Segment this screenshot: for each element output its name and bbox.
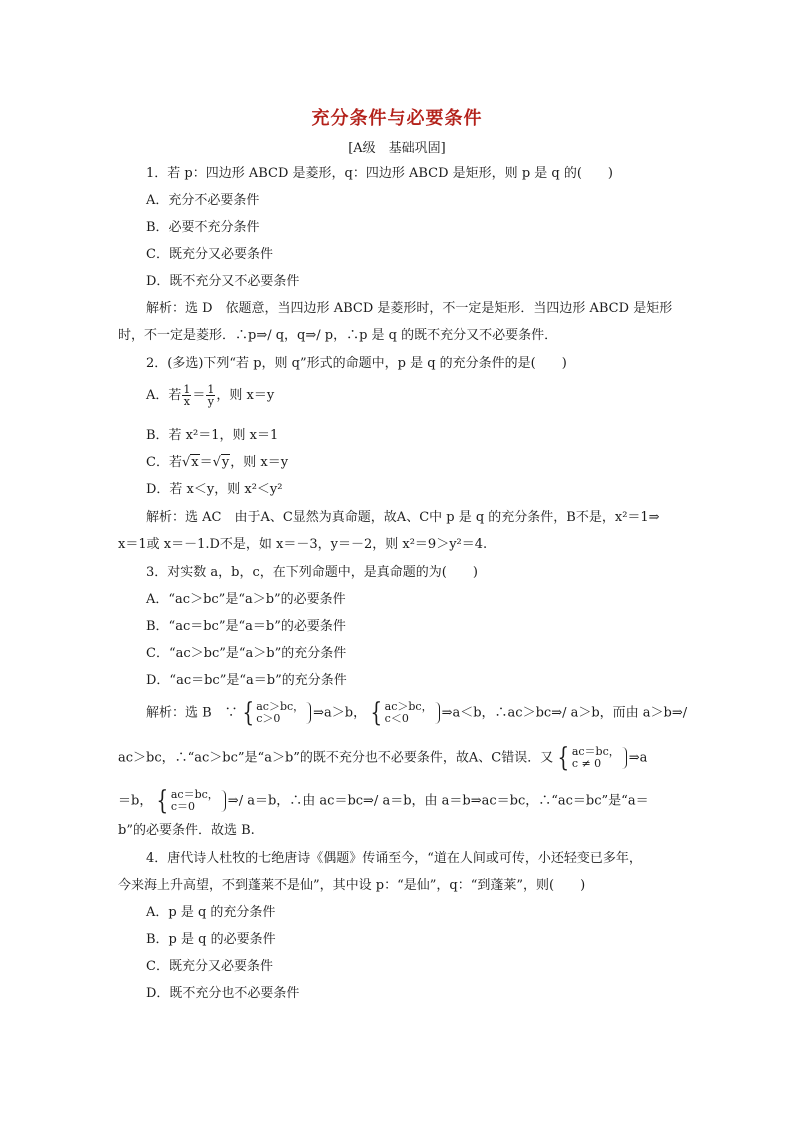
q3-option-c: C．“ac＞bc”是“a＞b”的充分条件 — [146, 646, 347, 661]
q1-analysis-line2: 时，不一定是菱形．∴p⇒/ q，q⇒/ p，∴p 是 q 的既不充分又不必要条件． — [118, 328, 558, 343]
q2-option-a-suffix: ，则 x＝y — [216, 388, 275, 403]
fraction-1-over-y — [206, 384, 215, 407]
q2-option-d: D．若 x＜y，则 x²＜y² — [146, 482, 283, 497]
q3-analysis-line1 — [146, 700, 688, 726]
system-row: c ≠ 0 — [571, 757, 602, 770]
system-row: ac＝bc， — [170, 788, 219, 801]
q3-analysis-line3 — [118, 788, 688, 814]
q1-option-b: B．必要不充分条件 — [146, 220, 260, 235]
equation-system-3: { ac＝bc， c ≠ 0 — [555, 745, 626, 771]
q3-analysis-line3-text: ⇒/ a＝b，∴由 ac＝bc⇒/ a＝b，由 a＝b⇒ac＝bc，∴“ac＝bc”是“a＝ — [227, 793, 649, 809]
page-title: 充分条件与必要条件 — [311, 108, 483, 129]
fraction-1-over-x — [182, 384, 191, 407]
q3-analysis-mid: ⇒a＞b， — [313, 705, 367, 721]
q3-option-b: B．“ac＝bc”是“a＝b”的必要条件 — [146, 619, 346, 634]
q1-option-d: D．既不充分又不必要条件 — [146, 274, 300, 289]
fraction-numerator: 1 — [207, 383, 215, 396]
equals-sign: ＝ — [192, 388, 206, 403]
q3-analysis-line3-start: ＝b， — [118, 793, 153, 809]
q4-option-d: D．既不充分也不必要条件 — [146, 986, 300, 1001]
equation-system-1: { ac＞bc， c＞0 — [240, 700, 311, 726]
sqrt-x: x — [191, 455, 199, 470]
q4-option-a: A．p 是 q 的充分条件 — [146, 905, 276, 920]
q1-option-c: C．既充分又必要条件 — [146, 247, 273, 262]
system-row: ac＝bc， — [571, 745, 620, 758]
q3-option-a: A．“ac＞bc”是“a＞b”的必要条件 — [146, 592, 346, 607]
q3-analysis-line4: b”的必要条件．故选 B. — [118, 823, 255, 838]
q3-analysis-line2-end: ⇒a — [628, 750, 648, 766]
q3-stem: 3．对实数 a，b，c，在下列命题中，是真命题的为( ) — [146, 565, 478, 580]
q2-option-c-suffix: ，则 x＝y — [230, 455, 289, 470]
fraction-denominator: x — [183, 395, 190, 408]
q1-option-a: A．充分不必要条件 — [146, 193, 260, 208]
system-row: c＝0 — [170, 800, 196, 813]
q4-option-c: C．既充分又必要条件 — [146, 959, 273, 974]
q2-analysis-line2: x＝1或 x＝－1.D不是，如 x＝－3，y＝－2，则 x²＝9＞y²＝4. — [118, 537, 488, 552]
system-row: c＜0 — [384, 712, 409, 725]
q2-option-c-prefix: C．若 — [146, 455, 182, 470]
q2-option-c: C．若√x＝√y，则 x＝y — [146, 455, 289, 470]
system-row: ac＞bc， — [256, 700, 305, 713]
q3-analysis-line2 — [118, 745, 688, 771]
equation-system-4: { ac＝bc， c＝0 — [154, 788, 225, 814]
fraction-numerator: 1 — [183, 383, 191, 396]
q2-option-a-prefix: A．若 — [146, 388, 182, 403]
q4-stem-line1: 4．唐代诗人杜牧的七绝唐诗《偶题》传诵至今，“道在人间或可传，小还轻变已多年， — [146, 851, 642, 866]
system-row: c＞0 — [256, 712, 281, 725]
q3-option-d: D．“ac＝bc”是“a＝b”的充分条件 — [146, 673, 347, 688]
q2-analysis-line1: 解析：选 AC 由于A、C显然为真命题，故A、C中 p 是 q 的充分条件，B不是，x²＝1⇒ — [146, 510, 660, 525]
q2-stem: 2．(多选)下列“若 p，则 q”形式的命题中，p 是 q 的充分条件的是( ) — [146, 356, 567, 371]
equals-sign: ＝ — [199, 455, 213, 470]
equation-system-2: { ac＞bc， c＜0 — [368, 700, 439, 726]
sqrt-y: y — [221, 455, 230, 470]
q3-analysis-prefix: 解析：选 B ∵ — [146, 705, 238, 721]
q2-option-a — [146, 384, 716, 407]
section-subtitle: [A级 基础巩固] — [348, 141, 446, 156]
q3-analysis-post: ⇒a＜b，∴ac＞bc⇒/ a＞b，而由 a＞b⇒/ — [441, 705, 688, 721]
q1-analysis-line1: 解析：选 D 依题意，当四边形 ABCD 是菱形时，不一定是矩形．当四边形 ABCD 是矩形 — [146, 301, 673, 316]
system-row: ac＞bc， — [384, 700, 433, 713]
q2-option-b: B．若 x²＝1，则 x＝1 — [146, 428, 279, 443]
q4-stem-line2: 今来海上升高望，不到蓬莱不是仙”，其中设 p：“是仙”，q：“到蓬莱”，则( ) — [118, 878, 586, 893]
q3-analysis-line2-text: ac＞bc，∴“ac＞bc”是“a＞b”的既不充分也不必要条件，故A、C错误．又 — [118, 750, 554, 766]
q4-option-b: B．p 是 q 的必要条件 — [146, 932, 276, 947]
q1-stem: 1．若 p：四边形 ABCD 是菱形，q：四边形 ABCD 是矩形，则 p 是 q 的( ) — [146, 166, 613, 181]
fraction-denominator: y — [207, 395, 215, 408]
